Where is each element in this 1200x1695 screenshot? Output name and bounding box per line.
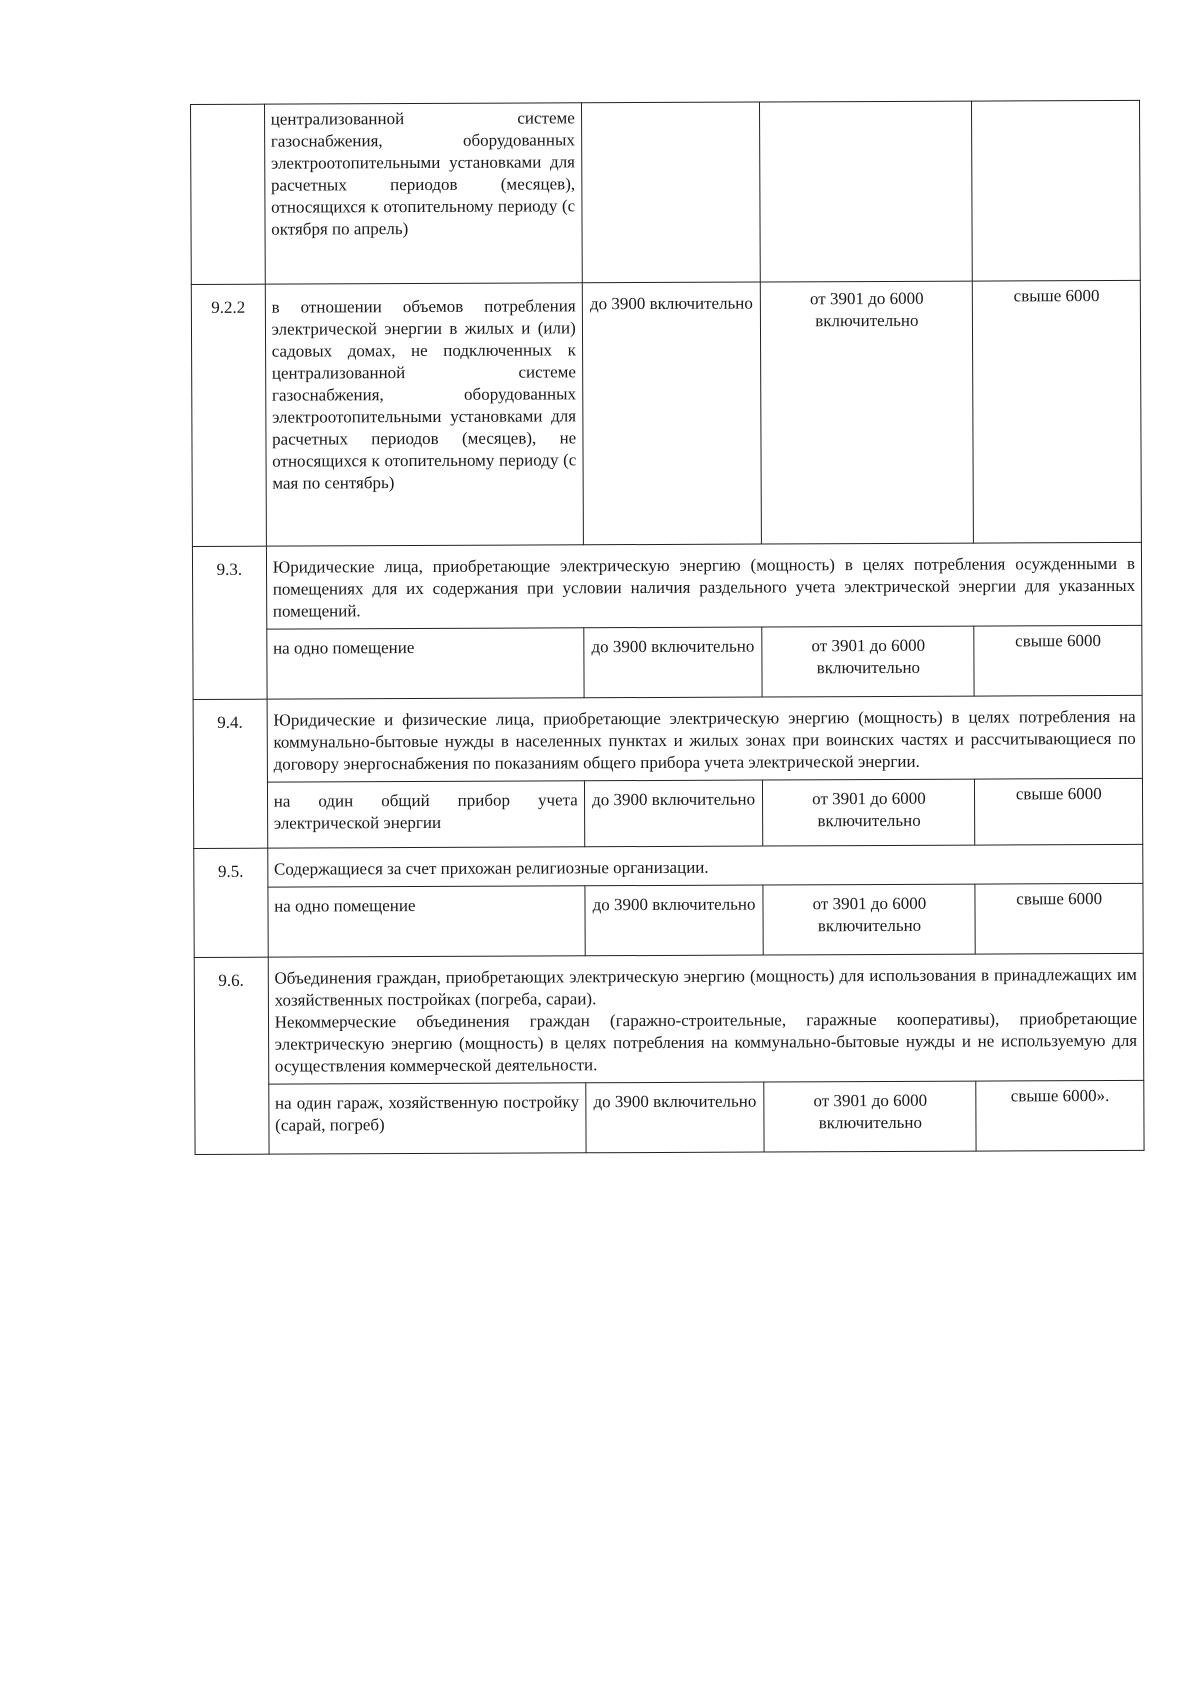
description-paragraph: Объединения граждан, приобретающих электрическую энергию (мощность) для использования в принадлежащих им хозяйственных постройках (погреба, сараи). xyxy=(274,964,1137,1010)
tariff-table-grid xyxy=(190,100,1145,1155)
tariff-table xyxy=(190,100,1145,1155)
range-mid: от 3901 до 6000 включительно xyxy=(762,626,974,697)
range-cell xyxy=(581,102,760,283)
row-number: 9.5. xyxy=(194,848,268,957)
range-low: до 3900 включительно xyxy=(585,885,764,956)
range-cell xyxy=(972,100,1140,281)
row-description: Юридические лица, приобретающие электрическую энергию (мощность) в целях потребления осужденными в помещениях для их содержания при условии наличия раздельного учета электрической энергии для указанных помещений. xyxy=(266,542,1142,629)
sub-label: на одно помещение xyxy=(266,628,583,699)
range-cell xyxy=(760,101,973,282)
table-row xyxy=(192,542,1141,629)
sub-label: на одно помещение xyxy=(268,886,585,957)
row-number: 9.4. xyxy=(193,699,267,848)
range-low: до 3900 включительно xyxy=(584,627,763,698)
range-low: до 3900 включительно xyxy=(586,1082,765,1153)
table-row xyxy=(194,844,1143,887)
table-row xyxy=(193,695,1142,782)
table-row xyxy=(195,1080,1144,1154)
table-row xyxy=(193,778,1142,848)
table-row xyxy=(194,953,1144,1084)
range-high: свыше 6000». xyxy=(976,1080,1144,1151)
description-paragraph: Некоммерческие объединения граждан (гаражно-строительные, гаражные кооперативы), приобретающие электрическую энергию (мощность) в целях потребления на коммунально-бытовые нужды и не используемую для осуществления коммерческой деятельности. xyxy=(274,1008,1138,1076)
row-number: 9.3. xyxy=(192,546,266,699)
row-description: Содержащиеся за счет прихожан религиозные организации. xyxy=(267,844,1142,887)
row-description: в отношении объемов потребления электрической энергии в жилых и (или) садовых домах, не подключенных к централизованной системе газоснабжения, оборудованных электроотопительными установками для расчетных периодов (месяцев), не относящихся к отопительному периоду (с мая по сентябрь) xyxy=(265,283,583,546)
range-mid: от 3901 до 6000 включительно xyxy=(763,884,975,955)
row-description xyxy=(268,953,1144,1084)
row-description: Юридические и физические лица, приобретающие электрическую энергию (мощность) в целях потребления на коммунально-бытовые нужды в населенных пунктах и жилых зонах при воинских частях и рассчитывающиеся по договору энергоснабжения по показаниям общего прибора учета электрической энергии. xyxy=(267,695,1143,782)
range-mid: от 3901 до 6000 включительно xyxy=(763,779,975,846)
range-high: свыше 6000 xyxy=(973,280,1142,543)
table-row xyxy=(193,625,1142,699)
range-low: до 3900 включительно xyxy=(584,780,763,847)
sub-label: на один общий прибор учета электрической энергии xyxy=(267,781,584,848)
range-mid: от 3901 до 6000 включительно xyxy=(761,281,974,544)
range-high: свыше 6000 xyxy=(974,625,1142,696)
range-high: свыше 6000 xyxy=(975,778,1143,845)
row-number xyxy=(191,104,265,284)
range-high: свыше 6000 xyxy=(975,883,1143,954)
row-number: 9.2.2 xyxy=(191,284,266,546)
table-row xyxy=(194,883,1143,957)
row-number: 9.6. xyxy=(194,957,269,1154)
sub-label: на один гараж, хозяйственную постройку (сарай, погреб) xyxy=(268,1083,585,1154)
range-mid: от 3901 до 6000 включительно xyxy=(764,1081,976,1152)
table-row xyxy=(191,280,1141,546)
row-description: централизованной системе газоснабжения, оборудованных электроотопительными установками для расчетных периодов (месяцев), относящихся к отопительному периоду (с октября по апрель) xyxy=(264,103,582,284)
range-low: до 3900 включительно xyxy=(582,282,762,545)
table-row xyxy=(191,100,1141,284)
